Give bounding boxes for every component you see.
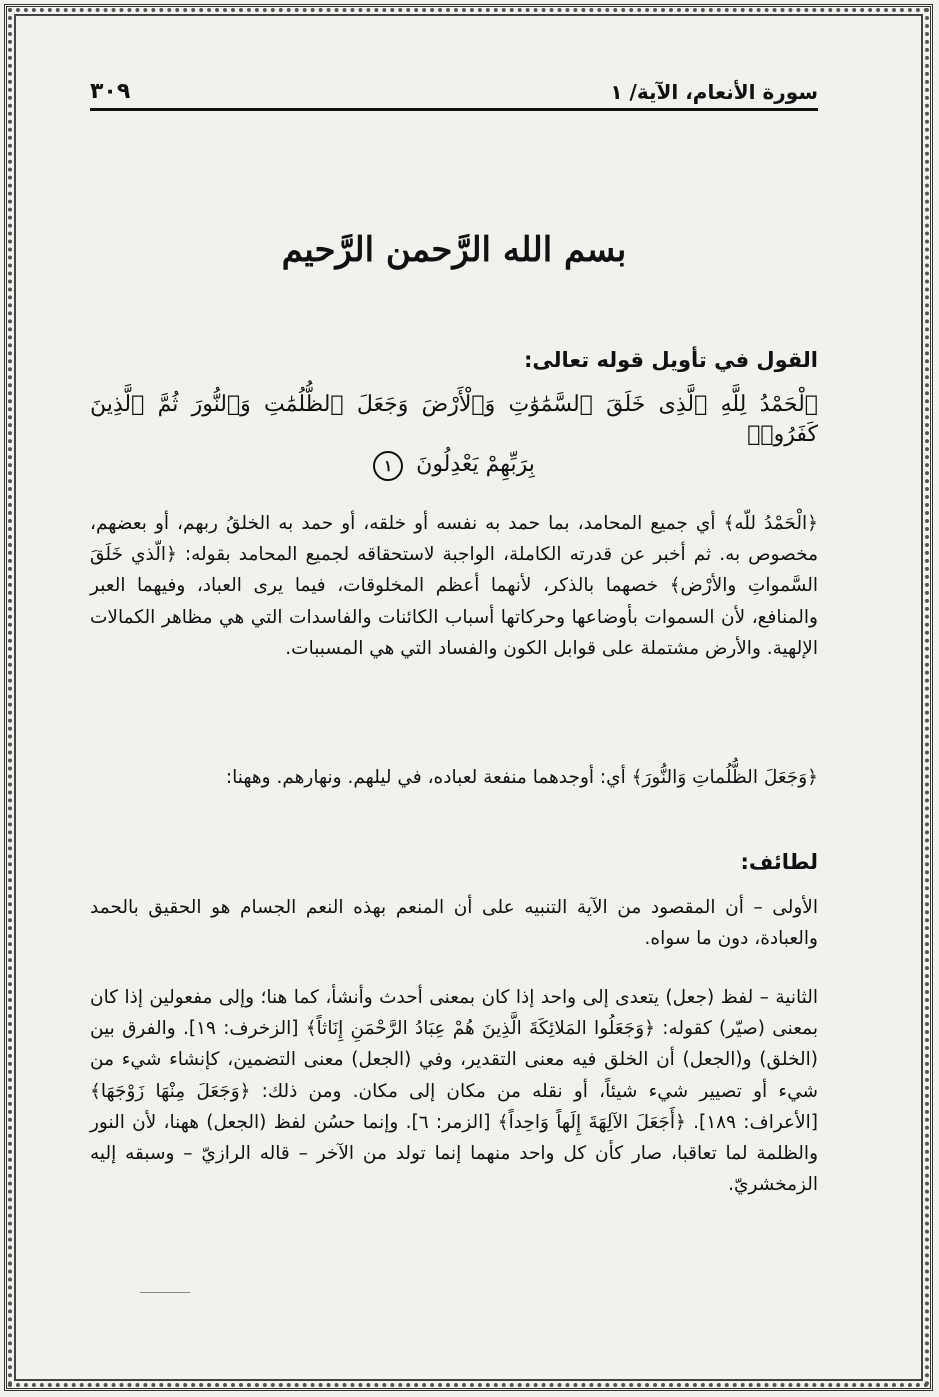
quran-verse	[90, 390, 818, 481]
page-header	[90, 68, 818, 111]
paragraph-4: الثانية – لفظ (جعل) يتعدى إلى واحد إذا كان بمعنى أحدث وأنشأ، كما هنا؛ وإلى مفعولين إذا كان بمعنى (صيّر) كقوله: ﴿وَجَعَلُوا المَلائِكَةَ الَّذِينَ هُمْ عِبَادُ الرَّحْمَنِ إِنَاثاً﴾ [الزخرف: ١٩]. والفرق بين (الخلق) و(الجعل) أن الخلق فيه معنى التقدير، وفي (الجعل) معنى التضمين، كإنشاء شيء من شيء أو تصيير شيء شيئاً، أو نقله من مكان إلى مكان. ومن ذلك: ﴿وَجَعَلَ مِنْهَا زَوْجَهَا﴾ [الأعراف: ١٨٩]. ﴿أَجَعَلَ الآلِهَةَ إِلَهاً وَاحِداً﴾ [الزمر: ٦]. وإنما حسُن لفظ (الجعل) ههنا، لأن النور والظلمة لما تعاقبا، صار كأن كل واحد منهما إنما تولد من الآخر – قاله الرازيّ – وسبقه إليه الزمخشريّ.	[90, 987, 818, 1196]
paragraph-3: الأولى – أن المقصود من الآية التنبيه على أن المنعم بهذه النعم الجسام هو الحقيق بالحمد والعبادة، دون ما سواه.	[90, 897, 818, 950]
lataif-heading: لطائف:	[740, 850, 818, 874]
running-title: سورة الأنعام، الآية/ ١	[610, 80, 818, 104]
intro-heading: القول في تأويل قوله تعالى:	[524, 348, 818, 372]
verse-line-2: بِرَبِّهِمْ يَعْدِلُونَ	[416, 452, 535, 477]
ayah-number-marker: ١	[373, 451, 403, 481]
paragraph-2: ﴿وَجَعَلَ الظُّلُماتِ وَالنُّورَ﴾ أي: أوجدهما منفعة لعباده، في ليلهم. ونهارهم. وههنا:	[225, 767, 818, 788]
page-number: ٣٠٩	[90, 79, 131, 104]
verse-line-2-wrap	[90, 450, 818, 481]
paragraph-1: ﴿الْحَمْدُ للّه﴾ أي جميع المحامد، بما حمد به نفسه أو خلقه، أو حمد به الخلقُ ربهم، أو بعضهم، مخصوص به. ثم أخبر عن قدرته الكاملة، الواجبة لاستحقاقه لجميع المحامد بقوله: ﴿الّذي خَلَقَ السَّمواتِ والأرْض﴾ خصهما بالذكر، لأنهما أعظم المخلوقات، فيما يرى العباد، وفيهما العبر والمنافع، لأن السموات بأوضاعها وحركاتها أسباب الكائنات والفاسدات التي هي مظاهر الكمالات الإلهية. والأرض مشتملة على قوابل الكون والفساد التي هي المسببات.	[90, 513, 818, 659]
basmala: بسم الله الرَّحمن الرَّحيم	[281, 230, 627, 270]
book-page	[90, 60, 818, 1360]
verse-line-1: ٱلْحَمْدُ لِلَّهِ ٱلَّذِى خَلَقَ ٱلسَّمَٰوَٰتِ وَٱلْأَرْضَ وَجَعَلَ ٱلظُّلُمَٰتِ وَٱلنُّورَ ثُمَّ ٱلَّذِينَ كَفَرُوا۟	[90, 392, 818, 447]
footnote-divider	[140, 1292, 190, 1293]
